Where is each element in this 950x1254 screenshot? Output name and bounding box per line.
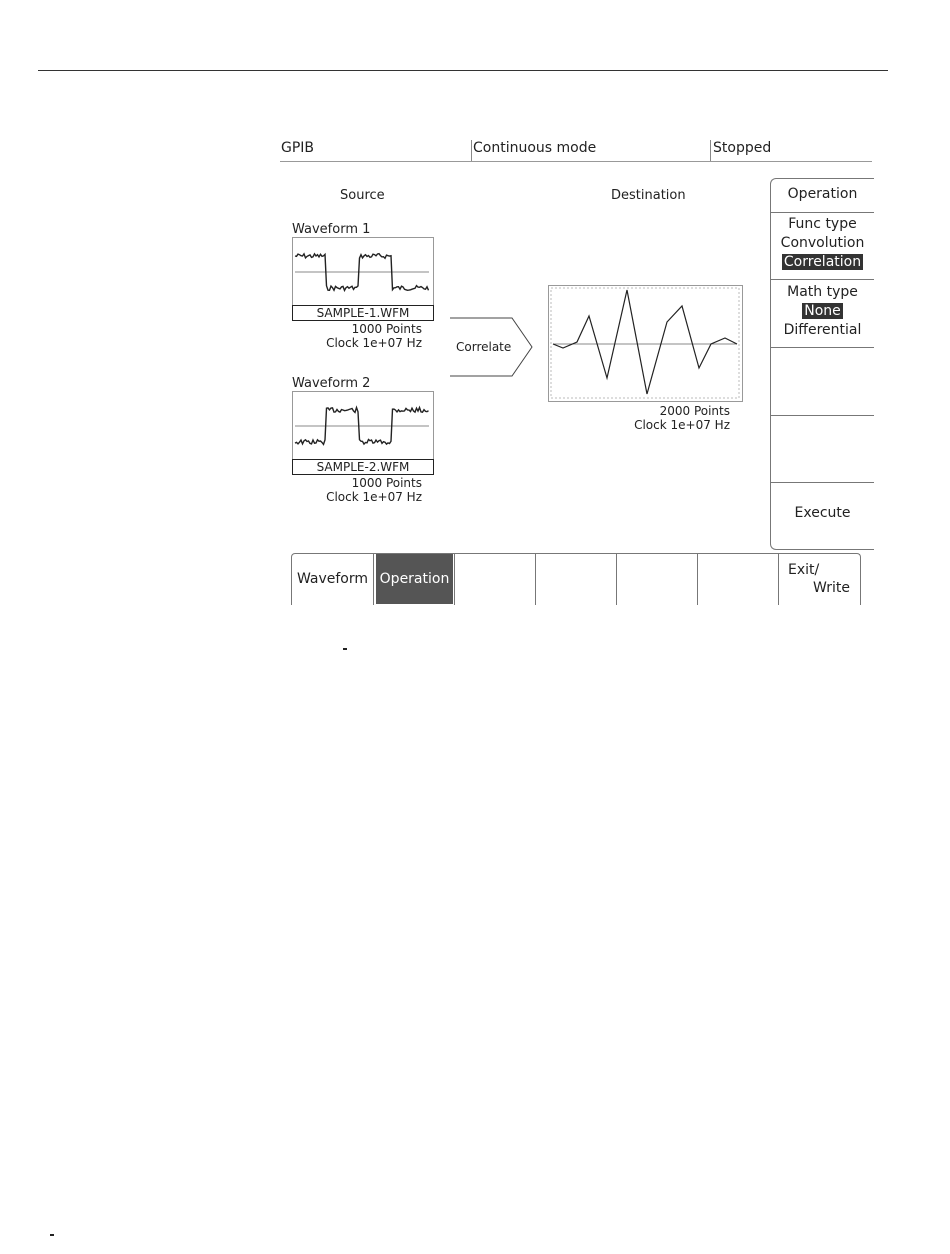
correlate-label: Correlate (456, 340, 512, 354)
status-divider (710, 140, 711, 162)
page-top-rule (38, 70, 888, 71)
bottom-menu-waveform[interactable]: Waveform (296, 571, 369, 587)
waveform-1-clock: Clock 1e+07 Hz (326, 336, 422, 350)
destination-info (548, 404, 730, 432)
func-type-label: Func type (788, 216, 857, 232)
exit-label: Exit/ (788, 562, 820, 578)
status-mode: Continuous mode (473, 140, 597, 156)
side-menu-divider (771, 415, 874, 416)
bottom-menu (291, 553, 861, 605)
side-menu-divider (771, 347, 874, 348)
bottom-menu-blank-6[interactable] (698, 554, 778, 604)
bottom-menu-blank-4[interactable] (536, 554, 616, 604)
bottom-menu-divider (373, 554, 374, 605)
status-divider (471, 140, 472, 162)
waveform-2-file[interactable]: SAMPLE-2.WFM (292, 459, 434, 475)
bottom-menu-blank-5[interactable] (617, 554, 697, 604)
side-menu-blank-button[interactable] (771, 417, 874, 481)
side-menu-title: Operation (787, 186, 858, 202)
waveform-2-plot[interactable] (292, 391, 434, 460)
side-menu-divider (771, 482, 874, 483)
destination-trace (553, 290, 737, 394)
status-state: Stopped (713, 140, 772, 156)
waveform-1-points: 1000 Points (351, 322, 422, 336)
destination-plot[interactable] (548, 285, 743, 402)
side-menu-blank-button[interactable] (771, 349, 874, 413)
page-mark (50, 1234, 54, 1236)
destination-svg (549, 286, 742, 401)
side-menu-divider (771, 279, 874, 280)
bottom-menu-operation[interactable]: Operation (376, 554, 453, 604)
func-type-option-correlation: Correlation (783, 254, 862, 270)
math-type-label: Math type (787, 284, 858, 300)
waveform-1-file[interactable]: SAMPLE-1.WFM (292, 305, 434, 321)
destination-heading: Destination (611, 188, 686, 203)
instrument-screen (280, 136, 872, 604)
math-type-option-none: None (804, 303, 841, 319)
page-mark (343, 648, 347, 650)
destination-points: 2000 Points (659, 404, 730, 418)
waveform-2-info (292, 476, 422, 504)
side-menu-divider (771, 212, 874, 213)
math-type-button[interactable] (771, 283, 874, 340)
side-menu (770, 178, 874, 550)
bottom-menu-exit-write[interactable] (779, 554, 860, 604)
waveform-1-plot[interactable] (292, 237, 434, 306)
write-label: Write (813, 580, 850, 596)
source-heading: Source (340, 188, 385, 203)
waveform-1-title: Waveform 1 (292, 222, 371, 237)
waveform-1-svg (293, 238, 433, 305)
func-type-option-convolution: Convolution (780, 235, 865, 251)
execute-button[interactable]: Execute (794, 505, 851, 521)
status-rule (280, 161, 872, 162)
waveform-2-title: Waveform 2 (292, 376, 371, 391)
math-type-option-differential: Differential (783, 322, 862, 338)
waveform-2-points: 1000 Points (351, 476, 422, 490)
destination-clock: Clock 1e+07 Hz (634, 418, 730, 432)
func-type-button[interactable] (771, 215, 874, 272)
waveform-2-clock: Clock 1e+07 Hz (326, 490, 422, 504)
waveform-1-info (292, 322, 422, 350)
status-interface: GPIB (281, 140, 315, 156)
bottom-menu-blank-3[interactable] (455, 554, 535, 604)
waveform-2-svg (293, 392, 433, 459)
